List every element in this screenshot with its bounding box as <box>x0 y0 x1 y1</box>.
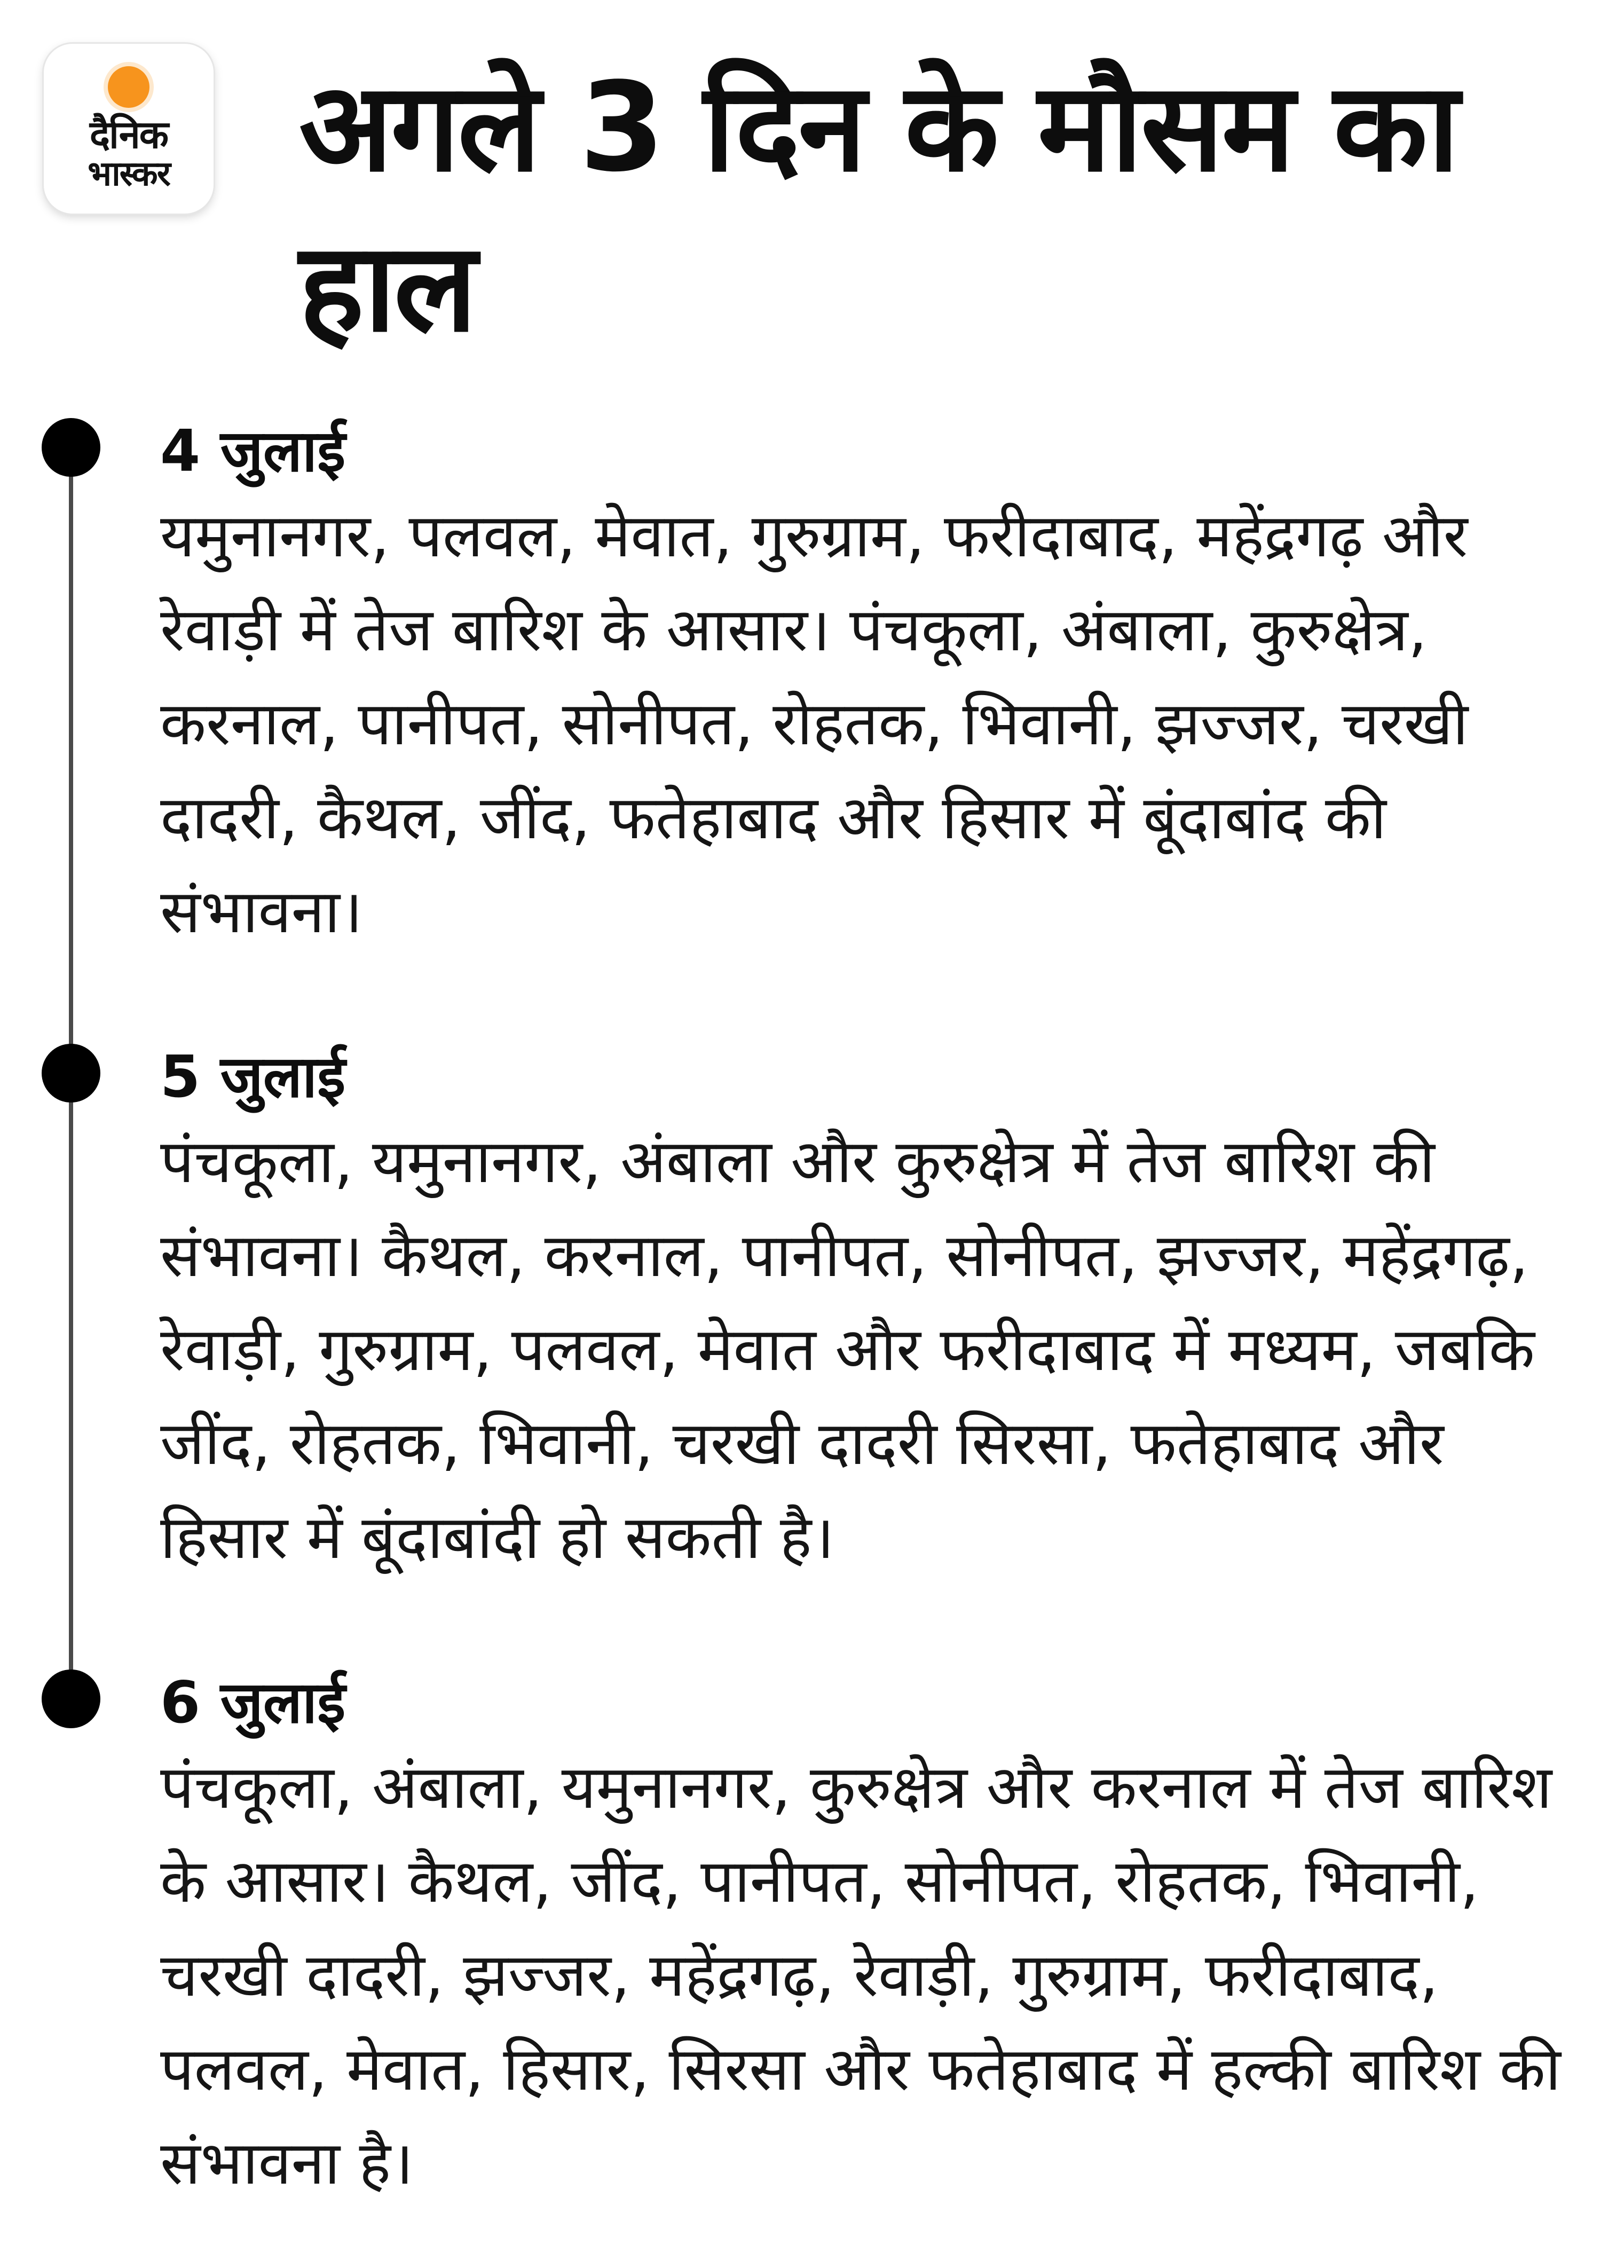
page-title: अगले 3 दिन के मौसम का हाल <box>299 57 1457 359</box>
entry-date: 5 जुलाई <box>160 1044 346 1111</box>
entry-text: पंचकूला, यमुनानगर, अंबाला और कुरुक्षेत्र में तेज बारिश की संभावना। कैथल, करनाल, पानीपत, सोनीपत, झज्जर, महेंद्रगढ़, रेवाड़ी, गुरुग्राम, पलवल, मेवात और फरीदाबाद में मध्यम, जबकि जींद, रोहतक, भिवानी, चरखी दादरी सिरसा, फतेहाबाद और हिसार में बूंदाबांदी हो सकती है। <box>160 1127 1535 1572</box>
entry-text: पंचकूला, अंबाला, यमुनानगर, कुरुक्षेत्र और करनाल में तेज बारिश के आसार। कैथल, जींद, पानीपत, सोनीपत, रोहतक, भिवानी, चरखी दादरी, झज्जर, महेंद्रगढ़, रेवाड़ी, गुरुग्राम, फरीदाबाद, पलवल, मेवात, हिसार, सिरसा और फतेहाबाद में हल्की बारिश की संभावना है। <box>160 1753 1561 2198</box>
brand-logo <box>44 44 214 214</box>
sun-icon <box>108 66 149 108</box>
entry-date: 6 जुलाई <box>160 1670 346 1736</box>
brand-name-line2: भास्कर <box>88 154 170 194</box>
timeline-entry-2 <box>160 1040 1580 1585</box>
brand-name-line1: दैनिक <box>89 112 168 157</box>
timeline-dot-1 <box>42 418 100 477</box>
entry-text: यमुनानगर, पलवल, मेवात, गुरुग्राम, फरीदाबाद, महेंद्रगढ़ और रेवाड़ी में तेज बारिश के आसार। पंचकूला, अंबाला, कुरुक्षेत्र, करनाल, पानीपत, सोनीपत, रोहतक, भिवानी, झज्जर, चरखी दादरी, कैथल, जींद, फतेहाबाद और हिसार में बूंदाबांद की संभावना। <box>160 501 1469 947</box>
timeline-dot-2 <box>42 1044 100 1102</box>
timeline-dot-3 <box>42 1670 100 1728</box>
entry-date: 4 जुलाई <box>160 418 346 485</box>
timeline-entry-1 <box>160 414 1580 959</box>
timeline-entry-3 <box>160 1666 1580 2210</box>
